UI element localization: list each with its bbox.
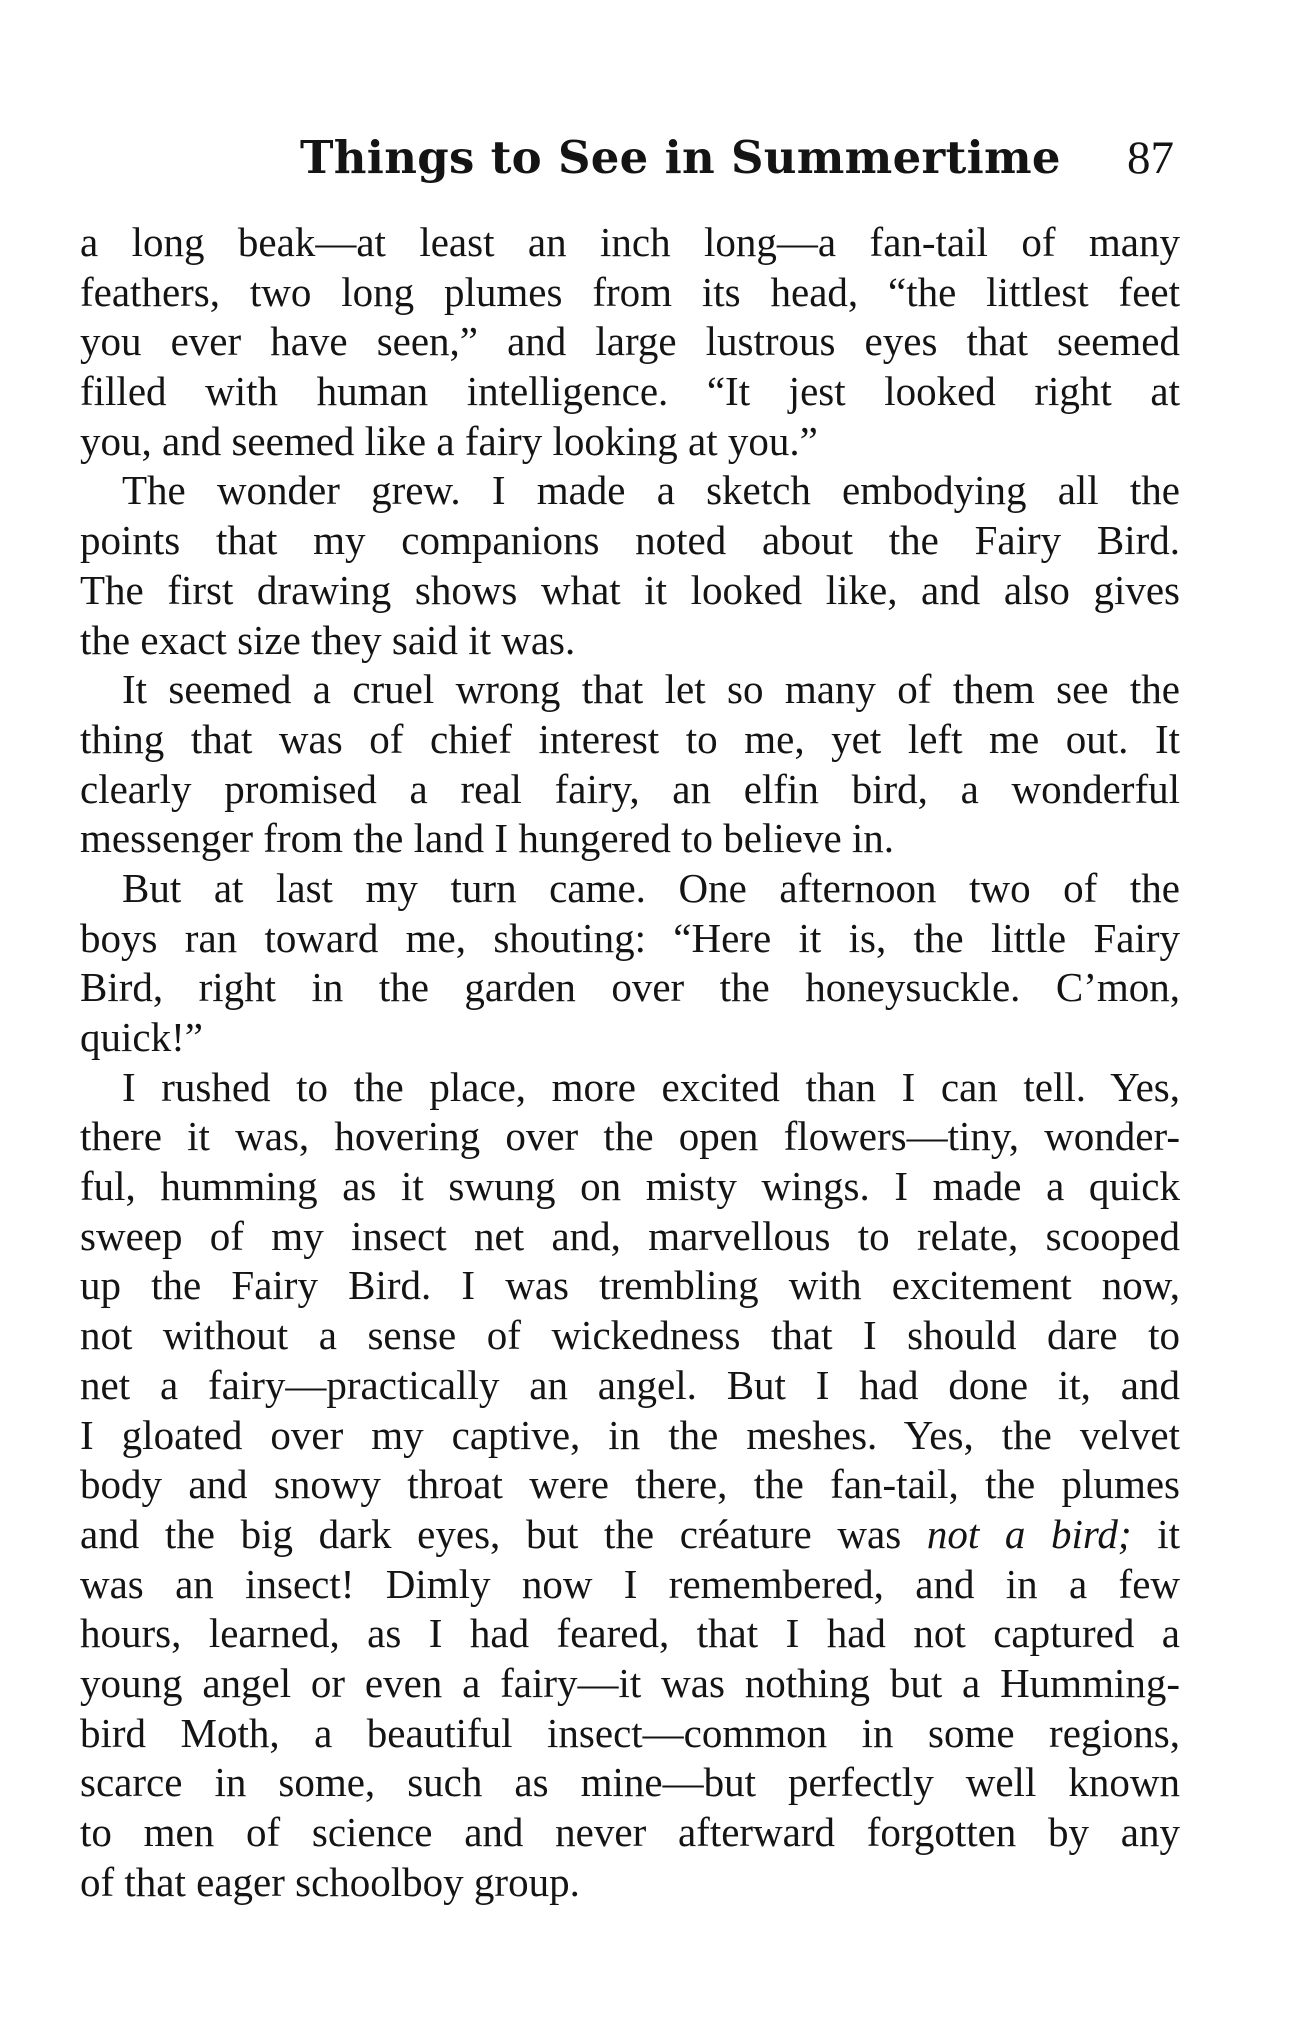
text-line: clearly promised a real fairy, an elfin bird, a wonderful <box>80 765 1180 812</box>
text-line: sweep of my insect net and, marvellous to relate, scooped <box>80 1212 1180 1259</box>
text-line: points that my companions noted about the Fairy Bird. <box>80 517 1180 564</box>
text-line: body and snowy throat were there, the fan-tail, the plumes <box>80 1461 1180 1508</box>
text-line: up the Fairy Bird. I was trembling with excitement now, <box>80 1262 1180 1309</box>
text-line: But at last my turn came. One afternoon two of the <box>122 864 1180 911</box>
text-line: feathers, two long plumes from its head, “the littlest feet <box>80 268 1180 315</box>
text-line: of that eager schoolboy group. <box>80 1858 580 1905</box>
page-number: 87 <box>1127 132 1174 184</box>
text-line: hours, learned, as I had feared, that I had not captured a <box>80 1610 1180 1657</box>
text-line: It seemed a cruel wrong that let so many of them see the <box>122 666 1180 713</box>
text-line: The wonder grew. I made a sketch embodying all the <box>122 467 1180 514</box>
italic-emphasis: not a bird; <box>926 1510 1132 1557</box>
text-line: you ever have seen,” and large lustrous eyes that seemed <box>80 318 1180 365</box>
text-run: it <box>1131 1510 1180 1557</box>
text-line: I rushed to the place, more excited than I can tell. Yes, <box>122 1063 1180 1110</box>
text-line: ful, humming as it swung on misty wings. I made a quick <box>80 1163 1180 1210</box>
text-line: young angel or even a fairy—it was nothing but a Humming- <box>80 1659 1180 1706</box>
text-line: there it was, hovering over the open flowers—tiny, wonder- <box>80 1113 1180 1160</box>
running-head <box>82 128 1182 192</box>
text-line: to men of science and never afterward forgotten by any <box>80 1809 1180 1855</box>
text-line: thing that was of chief interest to me, yet left me out. It <box>80 715 1180 762</box>
text-line: was an insect! Dimly now I remembered, and in a few <box>80 1560 1180 1607</box>
text-line: scarce in some, such as mine—but perfectly well known <box>80 1759 1180 1806</box>
text-line: bird Moth, a beautiful insect—common in some regions, <box>80 1709 1180 1756</box>
text-line: not without a sense of wickedness that I should dare to <box>80 1312 1180 1359</box>
text-line: filled with human intelligence. “It jest looked right at <box>80 368 1180 415</box>
text-line: the exact size they said it was. <box>80 616 576 663</box>
text-line: boys ran toward me, shouting: “Here it is, the little Fairy <box>80 914 1180 961</box>
text-line: quick!” <box>80 1014 203 1060</box>
text-line: you, and seemed like a fairy looking at you.” <box>80 417 818 464</box>
text-line-with-italic <box>80 1510 1180 1560</box>
text-run: and the big dark eyes, but the créature was <box>80 1510 927 1557</box>
text-line: The first drawing shows what it looked like, and also gives <box>80 566 1180 613</box>
text-line: Bird, right in the garden over the honeysuckle. C’mon, <box>80 964 1180 1011</box>
text-line: net a fairy—practically an angel. But I had done it, and <box>80 1361 1180 1408</box>
text-line: messenger from the land I hungered to believe in. <box>80 815 895 862</box>
body-text <box>80 218 1180 1907</box>
text-line: a long beak—at least an inch long—a fan-tail of many <box>80 219 1180 265</box>
running-title: Things to See in Summertime <box>300 131 1061 184</box>
text-line: I gloated over my captive, in the meshes. Yes, the velvet <box>80 1411 1180 1458</box>
